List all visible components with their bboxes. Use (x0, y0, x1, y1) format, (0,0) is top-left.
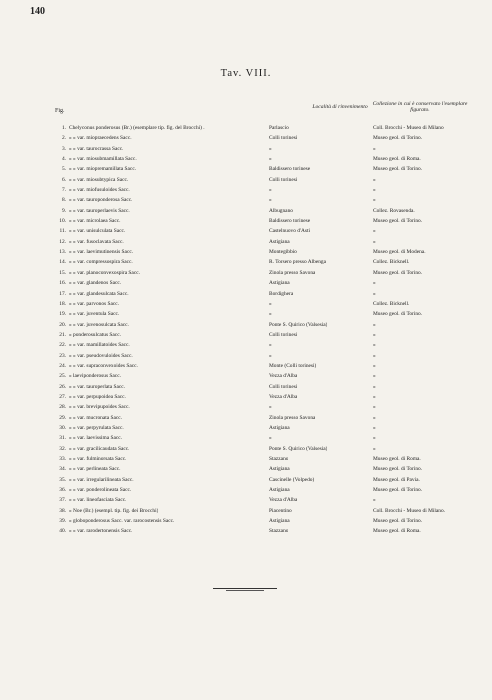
locality: Astigiana (269, 518, 290, 525)
fig-number: 16. (59, 280, 66, 287)
collection: » (373, 331, 376, 338)
table-row (30, 268, 475, 278)
species-name: » » var. laevimutinensis Sacc. (69, 249, 134, 256)
species-name: » » var. glandenos Sacc. (69, 280, 122, 287)
table-row (30, 309, 475, 319)
locality: » (269, 435, 272, 442)
species-name: » » var. fusoclavata Sacc. (69, 238, 124, 245)
collection: » (373, 228, 376, 235)
collection: » (373, 383, 376, 390)
locality: Bordighera (269, 290, 294, 297)
table-row (30, 475, 475, 485)
fig-number: 17. (59, 290, 66, 297)
species-name: » » var. supraconvexoides Sacc. (69, 362, 138, 369)
species-name: » » var. microlaea Sacc. (69, 218, 121, 225)
locality: Ponte S. Quirico (Valsesia) (269, 321, 328, 328)
species-name: » » var. unisulculata Sacc. (69, 228, 126, 235)
locality: R. Torsero presso Albenga (269, 259, 327, 266)
fig-number: 25. (59, 373, 66, 380)
locality: Baldissero torinese (269, 166, 311, 173)
locality: Monte (Colli torinesi) (269, 362, 317, 369)
table-row (30, 506, 475, 516)
table-row (30, 320, 475, 330)
locality: » (269, 187, 272, 194)
collection: Museo geol. di Roma. (373, 156, 421, 163)
fig-number: 31. (59, 435, 66, 442)
locality: Zinola presso Savona (269, 269, 316, 276)
species-name: » » var. tauroponderosa Sacc. (69, 197, 133, 204)
species-name: Chelyconus ponderosus (Br.) (esemplare tip. fig. del Brocchi) . (69, 125, 205, 131)
fig-number: 18. (59, 300, 66, 307)
species-name: » » var. taurocrassa Sacc. (69, 145, 124, 152)
table-row (30, 330, 475, 340)
fig-number: 23. (59, 352, 66, 359)
locality: Piacentino (269, 507, 292, 514)
figure-table (30, 123, 475, 537)
collection: Museo geol. di Modena. (373, 249, 426, 256)
table-row (30, 464, 475, 474)
table-row (30, 226, 475, 236)
species-name: » » var. planoconvexospira Sacc. (69, 269, 140, 276)
species-name: » » var. perlineata Sacc. (69, 466, 121, 473)
fig-number: 30. (59, 424, 66, 431)
species-name: » » var. perpyrulata Sacc. (69, 424, 124, 431)
species-name: » » var. laevissima Sacc. (69, 435, 122, 442)
table-row (30, 413, 475, 423)
fig-number: 19. (59, 311, 66, 318)
locality: » (269, 145, 272, 152)
species-name: » » var. miopremamillata Sacc. (69, 166, 137, 173)
fig-number: 20. (59, 321, 66, 328)
species-name: » » var. ponderolineata Sacc. (69, 487, 132, 494)
collection: Museo geol. di Torino. (373, 269, 423, 276)
table-row (30, 402, 475, 412)
species-name: » » var. compressospira Sacc. (69, 259, 133, 266)
species-name: » » var. mamillatoides Sacc. (69, 342, 130, 349)
collection: Coll. Brocchi - Museo di Milano. (373, 507, 446, 514)
fig-number: 11. (59, 228, 66, 235)
species-name: » » var. fulminorsata Sacc. (69, 456, 127, 462)
fig-number: 37. (59, 497, 66, 504)
table-row (30, 206, 475, 216)
fig-number: 36. (59, 487, 66, 494)
collection: Museo geol. di Torino. (373, 218, 423, 225)
collection: Museo geol. di Torino. (373, 311, 423, 318)
species-name: » » var. miosubmamillata Sacc. (69, 156, 137, 163)
locality: Zinola presso Savona (269, 414, 316, 421)
collection: » (373, 373, 376, 380)
table-row (30, 257, 475, 267)
locality: » (269, 342, 272, 349)
fig-number: 15. (59, 269, 66, 276)
table-row (30, 289, 475, 299)
species-name: » » var. lineofasciata Sacc. (69, 497, 127, 504)
collection: Collez. Rovasenda. (373, 207, 415, 214)
fig-number: 32. (59, 445, 66, 452)
locality: Colli torinesi (269, 176, 298, 183)
collection: » (373, 290, 376, 297)
table-row (30, 175, 475, 185)
fig-number: 7. (61, 187, 66, 194)
species-name: » » var. parvonos Sacc. (69, 300, 119, 307)
fig-number: 10. (59, 218, 66, 225)
locality: Ponte S. Quirico (Valsesia) (269, 445, 328, 452)
fig-number: 33. (59, 456, 66, 462)
fig-number: 24. (59, 362, 66, 369)
species-name: » » var. gracilicaudata Sacc. (69, 445, 130, 452)
locality: Astigiana (269, 487, 290, 494)
locality: Colli torinesi (269, 331, 298, 338)
fig-number: 35. (59, 476, 66, 483)
locality: Cascinelle (Volpedo) (269, 476, 315, 483)
locality: Montegibbio (269, 249, 297, 256)
collection: Museo geol. di Torino. (373, 518, 423, 525)
locality: Astigiana (269, 424, 290, 431)
table-row (30, 299, 475, 309)
table-row (30, 340, 475, 350)
table-row (30, 392, 475, 402)
locality: Parlascio (269, 125, 289, 131)
species-name: » » var. perpupoidea Sacc. (69, 393, 126, 400)
footer-rule-short (226, 590, 264, 591)
fig-number: 22. (59, 342, 66, 349)
fig-number: 28. (59, 404, 66, 411)
table-row (30, 123, 475, 133)
species-name: » globoponderosus Sacc. var. rarocostensis Sacc. (69, 518, 175, 525)
locality: Astigiana (269, 466, 290, 473)
table-row (30, 423, 475, 433)
fig-number: 14. (59, 259, 66, 266)
table-row (30, 371, 475, 381)
fig-number: 40. (59, 528, 66, 535)
page-number: 140 (30, 6, 45, 17)
fig-number: 34. (59, 466, 66, 473)
table-row (30, 185, 475, 195)
fig-number: 38. (59, 507, 66, 514)
species-name: » ponderosulcatus Sacc. (69, 331, 121, 338)
fig-number: 29. (59, 414, 66, 421)
fig-number: 13. (59, 249, 66, 256)
collection: » (373, 321, 376, 328)
fig-number: 6. (61, 176, 66, 183)
fig-number: 21. (59, 331, 66, 338)
species-name: » » var. irregularilineata Sacc. (69, 476, 134, 483)
collection: » (373, 497, 376, 504)
fig-number: 5. (61, 166, 66, 173)
fig-number: 9. (61, 207, 66, 214)
species-name: » » var. juvenosulcata Sacc. (69, 321, 129, 328)
species-name: » » var. tauroperlaevis Sacc. (69, 207, 130, 214)
locality: Albugnano (269, 207, 293, 214)
fig-number: 1. (61, 125, 66, 131)
fig-number: 12. (59, 238, 66, 245)
table-row (30, 195, 475, 205)
locality: Stazzano (269, 456, 289, 462)
locality: » (269, 300, 272, 307)
species-name: » » var. brevipupoides Sacc. (69, 404, 130, 411)
collection: » (373, 145, 376, 152)
species-name: » » var. mucronata Sacc. (69, 414, 122, 421)
species-name: » » var. rarodertonensis Sacc. (69, 528, 133, 535)
species-name: » » var. miosubtypica Sacc. (69, 176, 129, 183)
table-row (30, 382, 475, 392)
collection: » (373, 238, 376, 245)
species-name: » » var. juventula Sacc. (69, 311, 120, 318)
table-row (30, 154, 475, 164)
fig-number: 26. (59, 383, 66, 390)
fig-number: 2. (61, 135, 66, 142)
table-row (30, 247, 475, 257)
collection: » (373, 362, 376, 369)
table-row (30, 351, 475, 361)
collection: » (373, 187, 376, 194)
collection: Coll. Brocchi - Museo di Milano (373, 125, 444, 131)
plate-title: Tav. VIII. (220, 68, 272, 79)
table-row (30, 144, 475, 154)
table-row (30, 495, 475, 505)
fig-number: 4. (61, 156, 66, 163)
species-name: » Noe (Br.) (esempl. tip. fig. dei Brocchi) (69, 507, 159, 514)
collection: » (373, 404, 376, 411)
collection: » (373, 280, 376, 287)
header-collezione: Collezione in cui è conservato l'esemplare figurato. (372, 101, 468, 113)
locality: Astigiana (269, 280, 290, 287)
collection: » (373, 352, 376, 359)
table-row (30, 361, 475, 371)
locality: Colli torinesi (269, 383, 298, 390)
collection: Museo geol. di Torino. (373, 487, 423, 494)
locality: » (269, 197, 272, 204)
locality: Castelnuovo d'Asti (269, 228, 310, 235)
table-row (30, 516, 475, 526)
species-name: » » var. miopraecedens Sacc. (69, 135, 132, 142)
collection: Museo geol. di Roma. (373, 456, 421, 462)
locality: Vezza d'Alba (269, 497, 298, 504)
locality: » (269, 311, 272, 318)
table-row (30, 444, 475, 454)
collection: Museo geol. di Torino. (373, 466, 423, 473)
table-row (30, 454, 475, 464)
collection: » (373, 424, 376, 431)
collection: » (373, 445, 376, 452)
locality: » (269, 352, 272, 359)
table-row (30, 433, 475, 443)
fig-number: 3. (61, 145, 66, 152)
collection: » (373, 342, 376, 349)
header-localita: Località di rinvenimento (312, 104, 368, 110)
collection: Museo geol. di Roma. (373, 528, 421, 535)
collection: » (373, 435, 376, 442)
locality: » (269, 404, 272, 411)
collection: » (373, 197, 376, 204)
fig-number: 27. (59, 393, 66, 400)
fig-number: 39. (59, 518, 66, 525)
table-row (30, 133, 475, 143)
locality: » (269, 156, 272, 163)
species-name: » » var. miofusuloides Sacc. (69, 187, 130, 194)
header-fig: Fig. (55, 108, 65, 114)
species-name: » » var. glandesulcata Sacc. (69, 290, 129, 297)
table-row (30, 526, 475, 536)
collection: » (373, 414, 376, 421)
footer-rule (213, 588, 277, 589)
table-row (30, 237, 475, 247)
collection: » (373, 393, 376, 400)
collection: Museo geol. di Torino. (373, 166, 423, 173)
collection: » (373, 176, 376, 183)
collection: Museo geol. di Torino. (373, 135, 423, 142)
locality: Colli torinesi (269, 135, 298, 142)
fig-number: 8. (61, 197, 66, 204)
species-name: » » var. tauroperlata Sacc. (69, 383, 125, 390)
collection: Museo geol. di Pavia. (373, 476, 420, 483)
locality: Baldissero torinese (269, 218, 311, 225)
collection: Collez. Bicknell. (373, 259, 410, 266)
species-name: » » var. pseudovuloides Sacc. (69, 352, 133, 359)
locality: Astigiana (269, 238, 290, 245)
species-name: » laeviponderosus Sacc. (69, 373, 121, 380)
locality: Stazzano (269, 528, 289, 535)
table-row (30, 164, 475, 174)
locality: Vezza d'Alba (269, 373, 298, 380)
table-row (30, 278, 475, 288)
locality: Vezza d'Alba (269, 393, 298, 400)
table-row (30, 485, 475, 495)
collection: Collez. Bicknell. (373, 300, 410, 307)
table-row (30, 216, 475, 226)
